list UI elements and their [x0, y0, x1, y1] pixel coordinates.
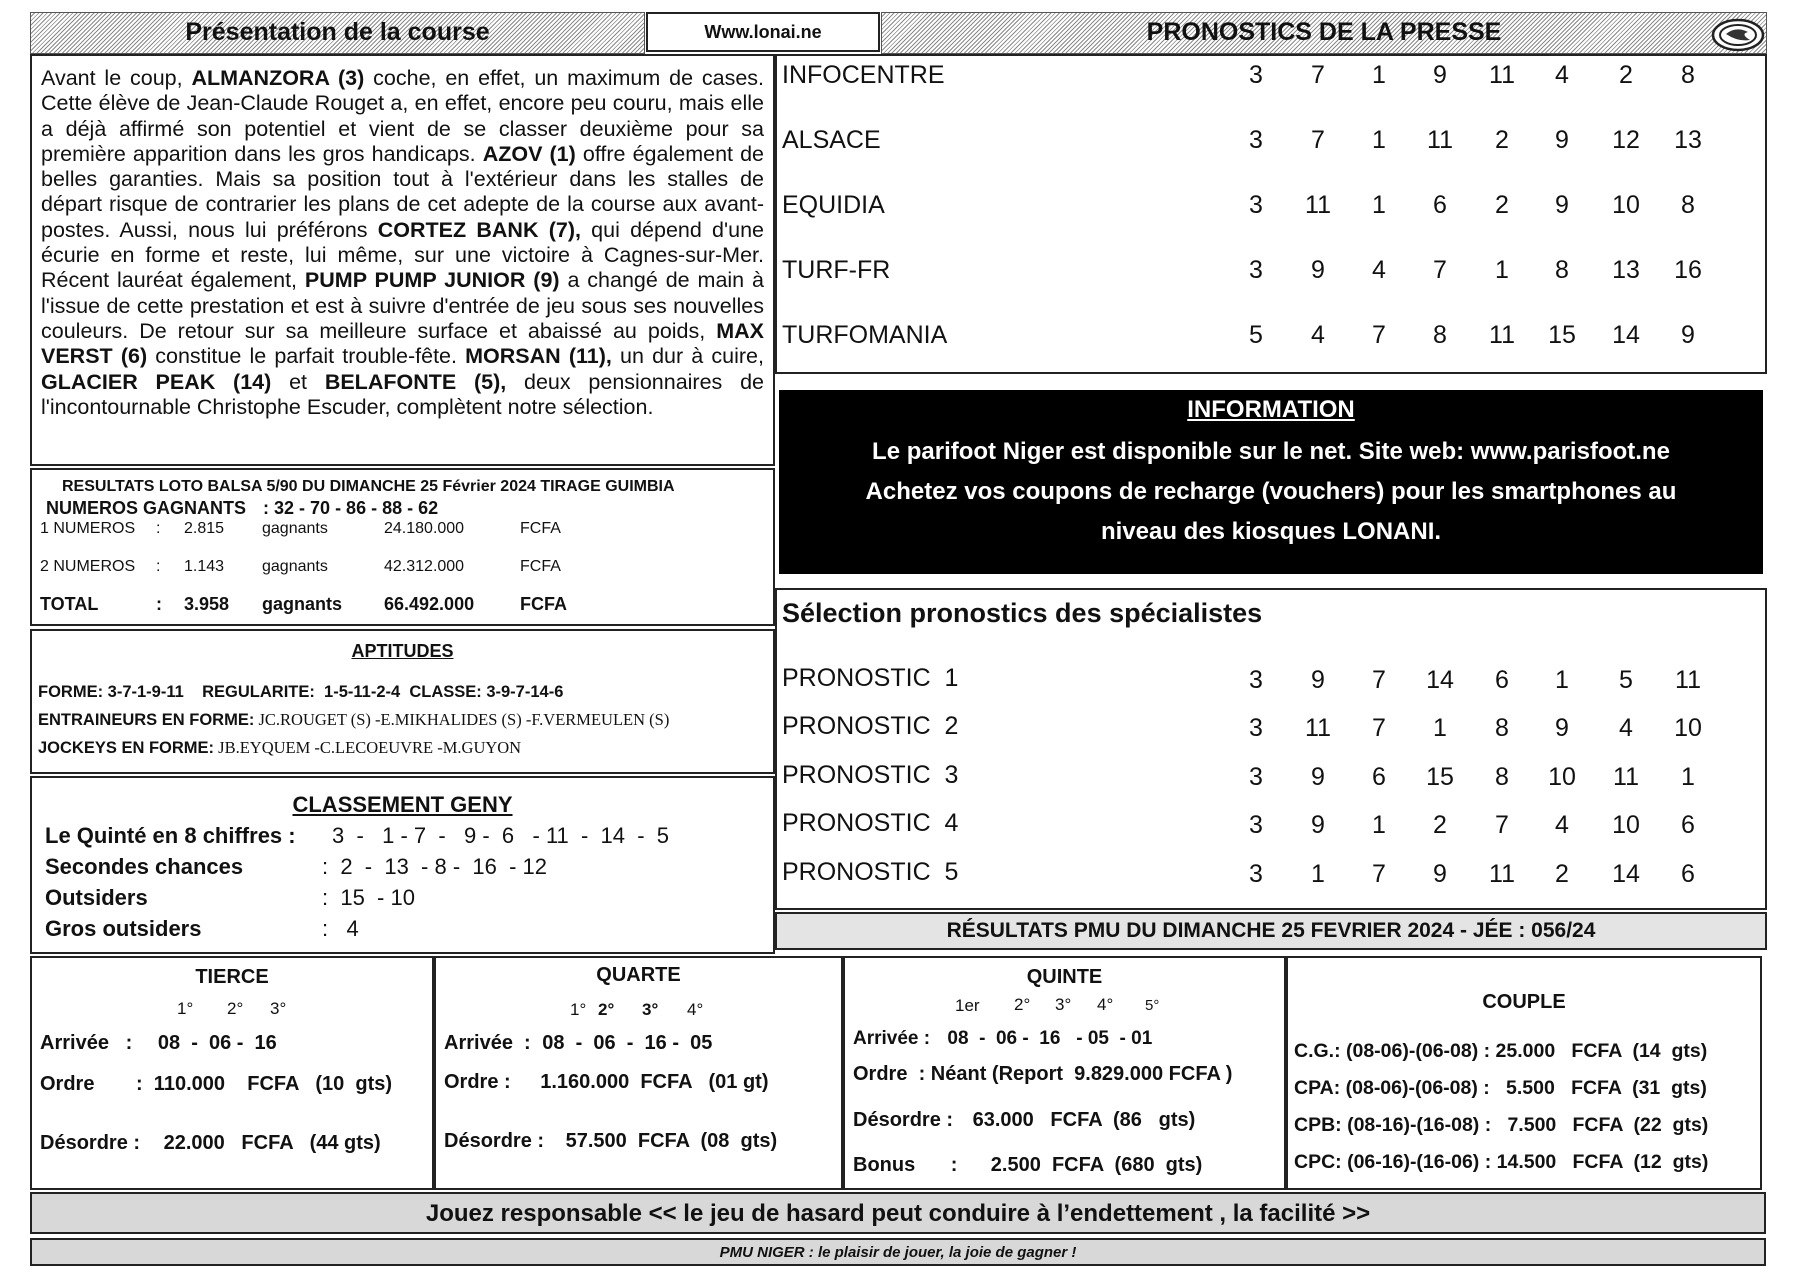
quarte-box	[434, 956, 843, 1190]
information-title: INFORMATION	[1187, 396, 1355, 423]
couple-title: COUPLE	[1482, 991, 1566, 1013]
geny-value: : 2 - 13 - 8 - 16 - 12	[322, 854, 547, 879]
loto-cell-colon: :	[156, 520, 161, 537]
entraineurs-label: ENTRAINEURS EN FORME:	[38, 711, 255, 729]
geny-label: Le Quinté en 8 chiffres :	[45, 823, 296, 848]
pronostic-number: 9	[1311, 763, 1325, 791]
text: et	[271, 369, 325, 394]
quinte-desordre	[853, 1109, 1195, 1132]
loto-cell-cur: FCFA	[520, 558, 561, 575]
pronostic-number: 7	[1372, 714, 1386, 742]
pronostic-name: PRONOSTIC 1	[782, 664, 959, 692]
geny-value: : 15 - 10	[322, 885, 415, 910]
pronostic-number: 4	[1372, 256, 1386, 284]
place-label: 5°	[1145, 997, 1160, 1014]
horse-name: PUMP PUMP JUNIOR (9)	[304, 268, 560, 293]
geny-box	[30, 776, 775, 954]
pronostic-number: 1	[1372, 191, 1386, 219]
text: qui dépend d'une écurie en forme et reste, lui même, sur une victoire à Cagnes-sur-Mer. Récent lauréat également,	[41, 217, 764, 293]
pronostic-number: 2	[1495, 191, 1509, 219]
pronostic-number: 9	[1555, 191, 1569, 219]
pronostic-number: 1	[1495, 256, 1509, 284]
pronostic-number: 4	[1555, 811, 1569, 839]
pronostic-number: 8	[1555, 256, 1569, 284]
jockeys-label: JOCKEYS EN FORME:	[38, 739, 215, 757]
loto-total-label: TOTAL	[40, 594, 99, 614]
value: 57.500 FCFA (08 gts)	[565, 1130, 778, 1152]
pronostic-number: 7	[1495, 811, 1509, 839]
pronostic-number: 7	[1372, 321, 1386, 349]
presentation-box	[30, 54, 775, 466]
website-box[interactable]	[646, 12, 880, 52]
presse-row	[777, 252, 1765, 292]
pronostic-number: 2	[1495, 126, 1509, 154]
pronostic-number: 6	[1372, 763, 1386, 791]
pronostic-number: 6	[1681, 811, 1695, 839]
presse-title: PRONOSTICS DE LA PRESSE	[1146, 18, 1502, 46]
loto-cell-word: gagnants	[262, 558, 328, 575]
pronostic-number: 8	[1681, 61, 1695, 89]
pronostic-number: 1	[1372, 61, 1386, 89]
horse-name: MAX VERST (6)	[41, 318, 764, 369]
geny-row	[32, 885, 773, 915]
website-link[interactable]: Www.lonai.ne	[704, 22, 822, 42]
geny-row	[32, 823, 773, 853]
label: Désordre :	[853, 1109, 954, 1131]
pronostic-number: 9	[1311, 811, 1325, 839]
source-name: EQUIDIA	[782, 191, 885, 219]
pronostic-number: 1	[1555, 666, 1569, 694]
value: 08 - 06 - 16 - 05	[542, 1032, 713, 1054]
pronostic-number: 8	[1495, 714, 1509, 742]
horse-name: BELAFONTE (5),	[324, 369, 507, 394]
pronostic-number: 10	[1612, 191, 1640, 219]
couple-box	[1286, 956, 1762, 1190]
lonani-logo	[1710, 12, 1766, 54]
quarte-arrivee	[444, 1032, 712, 1055]
pronostic-number: 4	[1619, 714, 1633, 742]
tierce-box	[30, 956, 434, 1190]
pronostic-number: 9	[1311, 666, 1325, 694]
information-line3: niveau des kiosques LONANI.	[1100, 518, 1442, 545]
pronostic-number: 5	[1249, 321, 1263, 349]
value: 1.160.000 FCFA (01 gt)	[540, 1071, 769, 1093]
place-label: 4°	[687, 1000, 704, 1019]
winning-numbers-row	[46, 498, 438, 519]
pronostic-name: PRONOSTIC 2	[782, 712, 959, 740]
quarte-ordre	[444, 1071, 768, 1094]
couple-row: CPB: (08-16)-(16-08) : 7.500 FCFA (22 gts)	[1294, 1114, 1709, 1136]
quinte-box	[843, 956, 1286, 1190]
pronostic-number: 11	[1489, 860, 1515, 888]
horse-name: ALMANZORA (3)	[191, 66, 365, 90]
pronostic-number: 3	[1249, 256, 1263, 284]
pronostic-number: 3	[1249, 126, 1263, 154]
pronostic-number: 9	[1433, 61, 1447, 89]
pronostic-name: PRONOSTIC 5	[782, 858, 959, 886]
pronostic-number: 3	[1249, 666, 1263, 694]
place-label: 1°	[177, 999, 194, 1018]
pronostic-number: 3	[1249, 763, 1263, 791]
pronostic-number: 1	[1311, 860, 1325, 888]
place-label: 1°	[570, 1000, 587, 1019]
presentation-title: Présentation de la course	[185, 18, 490, 46]
pronostic-number: 1	[1433, 714, 1447, 742]
winning-label: NUMEROS GAGNANTS	[46, 498, 247, 518]
jockeys-value: JB.EYQUEM -C.LECOEUVRE -M.GUYON	[214, 738, 522, 757]
pronostic-number: 7	[1433, 256, 1447, 284]
presse-row	[777, 122, 1765, 162]
horse-name: MORSAN (11),	[465, 344, 612, 369]
place-label: 3°	[1055, 995, 1072, 1014]
geny-value: 3 - 1 - 7 - 9 - 6 - 11 - 14 - 5	[332, 823, 670, 848]
loto-title: RESULTATS LOTO BALSA 5/90 DU DIMANCHE 25 Février 2024 TIRAGE GUIMBIA	[62, 478, 675, 495]
text: coche, en effet, un maximum de cases. Cette élève de Jean-Claude Rouget a, en effet, encore peu couru, mais elle a déjà affirmé son potentiel et vient de se classer deuxième pour sa première apparition dans les gros handicaps.	[41, 66, 765, 166]
pronostic-number: 11	[1305, 714, 1331, 742]
loto-cell-count: 2.815	[184, 520, 225, 537]
pronostic-number: 7	[1372, 666, 1386, 694]
quarte-title: QUARTE	[596, 964, 681, 986]
pronostic-number: 11	[1489, 321, 1515, 349]
pronostic-number: 8	[1495, 763, 1509, 791]
pronostic-number: 15	[1548, 321, 1576, 349]
loto-cell-colon: :	[156, 558, 161, 575]
selection-row	[777, 807, 1765, 847]
presse-box	[775, 54, 1767, 374]
presse-row	[777, 317, 1765, 357]
loto-cell-label: 1 NUMEROS	[40, 520, 136, 537]
footer-slogan: PMU NIGER : le plaisir de jouer, la joie de gagner !	[30, 1238, 1766, 1266]
pronostic-number: 8	[1681, 191, 1695, 219]
place-label: 1er	[955, 996, 980, 1015]
pronostic-number: 9	[1555, 714, 1569, 742]
loto-cell-amount: 24.180.000	[384, 520, 465, 537]
text: offre également de belles garanties. Mais sa position tout à l'extérieur dans les stalles de départ risque de contrarier les plans de cet adepte de la course aux avant-postes. Aussi, nous lui préférons	[41, 141, 765, 242]
selection-box	[775, 588, 1767, 910]
pronostic-number: 1	[1372, 126, 1386, 154]
value: 08 - 06 - 16	[157, 1032, 277, 1054]
source-name: ALSACE	[782, 126, 881, 154]
pronostic-number: 5	[1619, 666, 1633, 694]
horse-name: GLACIER PEAK (14)	[41, 369, 272, 394]
source-name: INFOCENTRE	[782, 61, 945, 89]
pronostic-number: 6	[1681, 860, 1695, 888]
place-label: 2°	[227, 999, 244, 1018]
label: Arrivée :	[444, 1032, 531, 1054]
loto-total-word: gagnants	[262, 594, 343, 614]
horse-name: CORTEZ BANK (7),	[377, 217, 581, 242]
loto-cell-amount: 42.312.000	[384, 558, 465, 575]
label: Désordre :	[40, 1132, 141, 1154]
value: 22.000 FCFA (44 gts)	[163, 1132, 381, 1154]
pronostic-number: 9	[1555, 126, 1569, 154]
aptitudes-box	[30, 629, 775, 774]
text: deux pensionnaires de l'incontournable Christophe Escuder, complètent notre sélection.	[41, 369, 764, 419]
quinte-title: QUINTE	[1026, 966, 1103, 988]
pronostic-number: 6	[1495, 666, 1509, 694]
place-label: 3°	[642, 1000, 659, 1019]
quinte-arrivee	[853, 1028, 1152, 1050]
place-label: 2°	[1014, 995, 1031, 1014]
tierce-title: TIERCE	[195, 966, 269, 988]
label: Arrivée :	[40, 1032, 133, 1054]
pronostic-number: 13	[1612, 256, 1640, 284]
selection-row	[777, 710, 1765, 750]
loto-row	[32, 520, 773, 542]
resultats-title: RÉSULTATS PMU DU DIMANCHE 25 FEVRIER 2024 - JÉE : 056/24	[775, 912, 1767, 950]
presse-row	[777, 57, 1765, 97]
couple-row: CPC: (06-16)-(16-06) : 14.500 FCFA (12 gts)	[1294, 1151, 1709, 1173]
place-label: 4°	[1097, 995, 1114, 1014]
loto-total-row	[32, 594, 773, 616]
aptitudes-title: APTITUDES	[351, 641, 454, 661]
pronostic-number: 11	[1489, 61, 1515, 89]
information-box	[779, 390, 1763, 574]
text: Avant le coup,	[41, 66, 192, 90]
pronostic-number: 6	[1433, 191, 1447, 219]
pronostic-number: 14	[1612, 321, 1640, 349]
tierce-arrivee	[40, 1032, 277, 1055]
selection-row	[777, 662, 1765, 702]
value: : 2.500 FCFA (680 gts)	[950, 1154, 1203, 1176]
quarte-desordre	[444, 1130, 777, 1153]
label: Arrivée :	[853, 1028, 931, 1049]
loto-cell-word: gagnants	[262, 520, 328, 537]
loto-total-count: 3.958	[184, 594, 230, 614]
loto-cell-label: 2 NUMEROS	[40, 558, 136, 575]
pronostic-name: PRONOSTIC 4	[782, 809, 959, 837]
label: Désordre :	[444, 1130, 545, 1152]
value: 63.000 FCFA (86 gts)	[972, 1109, 1196, 1131]
pronostic-number: 3	[1249, 811, 1263, 839]
geny-label: Secondes chances	[45, 854, 244, 879]
pronostic-number: 3	[1249, 61, 1263, 89]
pronostic-number: 14	[1612, 860, 1640, 888]
couple-row: C.G.: (08-06)-(06-08) : 25.000 FCFA (14 gts)	[1294, 1040, 1708, 1062]
couple-row: CPA: (08-06)-(06-08) : 5.500 FCFA (31 gts)	[1294, 1077, 1707, 1099]
geny-title: CLASSEMENT GENY	[292, 792, 513, 817]
pronostic-number: 8	[1433, 321, 1447, 349]
pronostic-number: 10	[1548, 763, 1576, 791]
place-label: 2°	[598, 1000, 615, 1019]
pronostic-number: 2	[1555, 860, 1569, 888]
information-line1: Le parifoot Niger est disponible sur le net. Site web: www.parisfoot.ne	[872, 438, 1670, 465]
quinte-bonus	[853, 1154, 1202, 1177]
pronostic-number: 3	[1249, 860, 1263, 888]
pronostic-name: PRONOSTIC 3	[782, 761, 959, 789]
loto-total-amount: 66.492.000	[384, 594, 475, 614]
geny-row	[32, 854, 773, 884]
selection-row	[777, 759, 1765, 799]
footer-responsible: Jouez responsable << le jeu de hasard peut conduire à l’endettement , la facilité >>	[30, 1192, 1766, 1234]
presse-header	[881, 12, 1767, 54]
information-line2: Achetez vos coupons de recharge (vouchers) pour les smartphones au	[865, 478, 1677, 505]
pronostic-number: 7	[1311, 61, 1325, 89]
pronostic-number: 11	[1305, 191, 1331, 219]
geny-row	[32, 916, 773, 946]
pronostic-number: 3	[1249, 714, 1263, 742]
pronostic-number: 7	[1311, 126, 1325, 154]
pronostic-number: 13	[1674, 126, 1702, 154]
loto-cell-count: 1.143	[184, 558, 225, 575]
pronostic-number: 4	[1555, 61, 1569, 89]
presse-row	[777, 187, 1765, 227]
horse-name: AZOV (1)	[482, 141, 576, 166]
geny-value: : 4	[322, 916, 359, 941]
pronostic-number: 10	[1612, 811, 1640, 839]
loto-box	[30, 468, 775, 626]
presentation-header	[30, 12, 645, 54]
pronostic-number: 1	[1372, 811, 1386, 839]
pronostic-number: 11	[1427, 126, 1453, 154]
source-name: TURF-FR	[782, 256, 891, 284]
pronostic-number: 16	[1674, 256, 1702, 284]
label: Ordre	[40, 1073, 95, 1095]
pronostic-number: 12	[1612, 126, 1640, 154]
tierce-desordre	[40, 1132, 381, 1155]
pronostic-number: 9	[1433, 860, 1447, 888]
place-label: 3°	[270, 999, 287, 1018]
loto-total-colon: :	[156, 594, 162, 614]
pronostic-number: 10	[1674, 714, 1702, 742]
winning-numbers: : 32 - 70 - 86 - 88 - 62	[263, 498, 439, 518]
value: 08 - 06 - 16 - 05 - 01	[947, 1028, 1153, 1049]
pronostic-number: 7	[1372, 860, 1386, 888]
loto-total-cur: FCFA	[520, 594, 567, 614]
pronostic-number: 2	[1619, 61, 1633, 89]
selection-row	[777, 856, 1765, 896]
entraineurs-value: JC.ROUGET (S) -E.MIKHALIDES (S) -F.VERMEULEN (S)	[254, 710, 670, 729]
quinte-ordre: Ordre : Néant (Report 9.829.000 FCFA )	[853, 1063, 1233, 1085]
text: a changé de main à l'issue de cette prestation et est à suivre d'entrée de jeu sous ses nouvelles couleurs. De retour sur sa meilleure surface et abaissé au poids,	[41, 268, 764, 343]
loto-row	[32, 558, 773, 580]
text: constitue le parfait trouble-fête.	[147, 344, 466, 369]
entraineurs-row	[38, 710, 669, 730]
aptitudes-forme: FORME: 3-7-1-9-11 REGULARITE: 1-5-11-2-4 CLASSE: 3-9-7-14-6	[38, 683, 564, 701]
pronostic-number: 9	[1681, 321, 1695, 349]
source-name: TURFOMANIA	[782, 321, 948, 349]
pronostic-number: 11	[1675, 666, 1701, 694]
loto-cell-cur: FCFA	[520, 520, 561, 537]
pronostic-number: 3	[1249, 191, 1263, 219]
tierce-ordre	[40, 1073, 392, 1096]
label: Bonus	[853, 1154, 916, 1176]
value: : 110.000 FCFA (10 gts)	[136, 1073, 393, 1095]
pronostic-number: 15	[1426, 763, 1454, 791]
label: Ordre :	[444, 1071, 511, 1093]
pronostic-number: 1	[1681, 763, 1695, 791]
jockeys-row	[38, 738, 521, 758]
geny-label: Gros outsiders	[45, 916, 202, 941]
pronostic-number: 9	[1311, 256, 1325, 284]
geny-label: Outsiders	[45, 885, 148, 910]
text: un dur à cuire,	[611, 344, 764, 369]
selection-title: Sélection pronostics des spécialistes	[782, 598, 1263, 628]
pronostic-number: 11	[1613, 763, 1639, 791]
pronostic-number: 2	[1433, 811, 1447, 839]
pronostic-number: 4	[1311, 321, 1325, 349]
pronostic-number: 14	[1426, 666, 1454, 694]
